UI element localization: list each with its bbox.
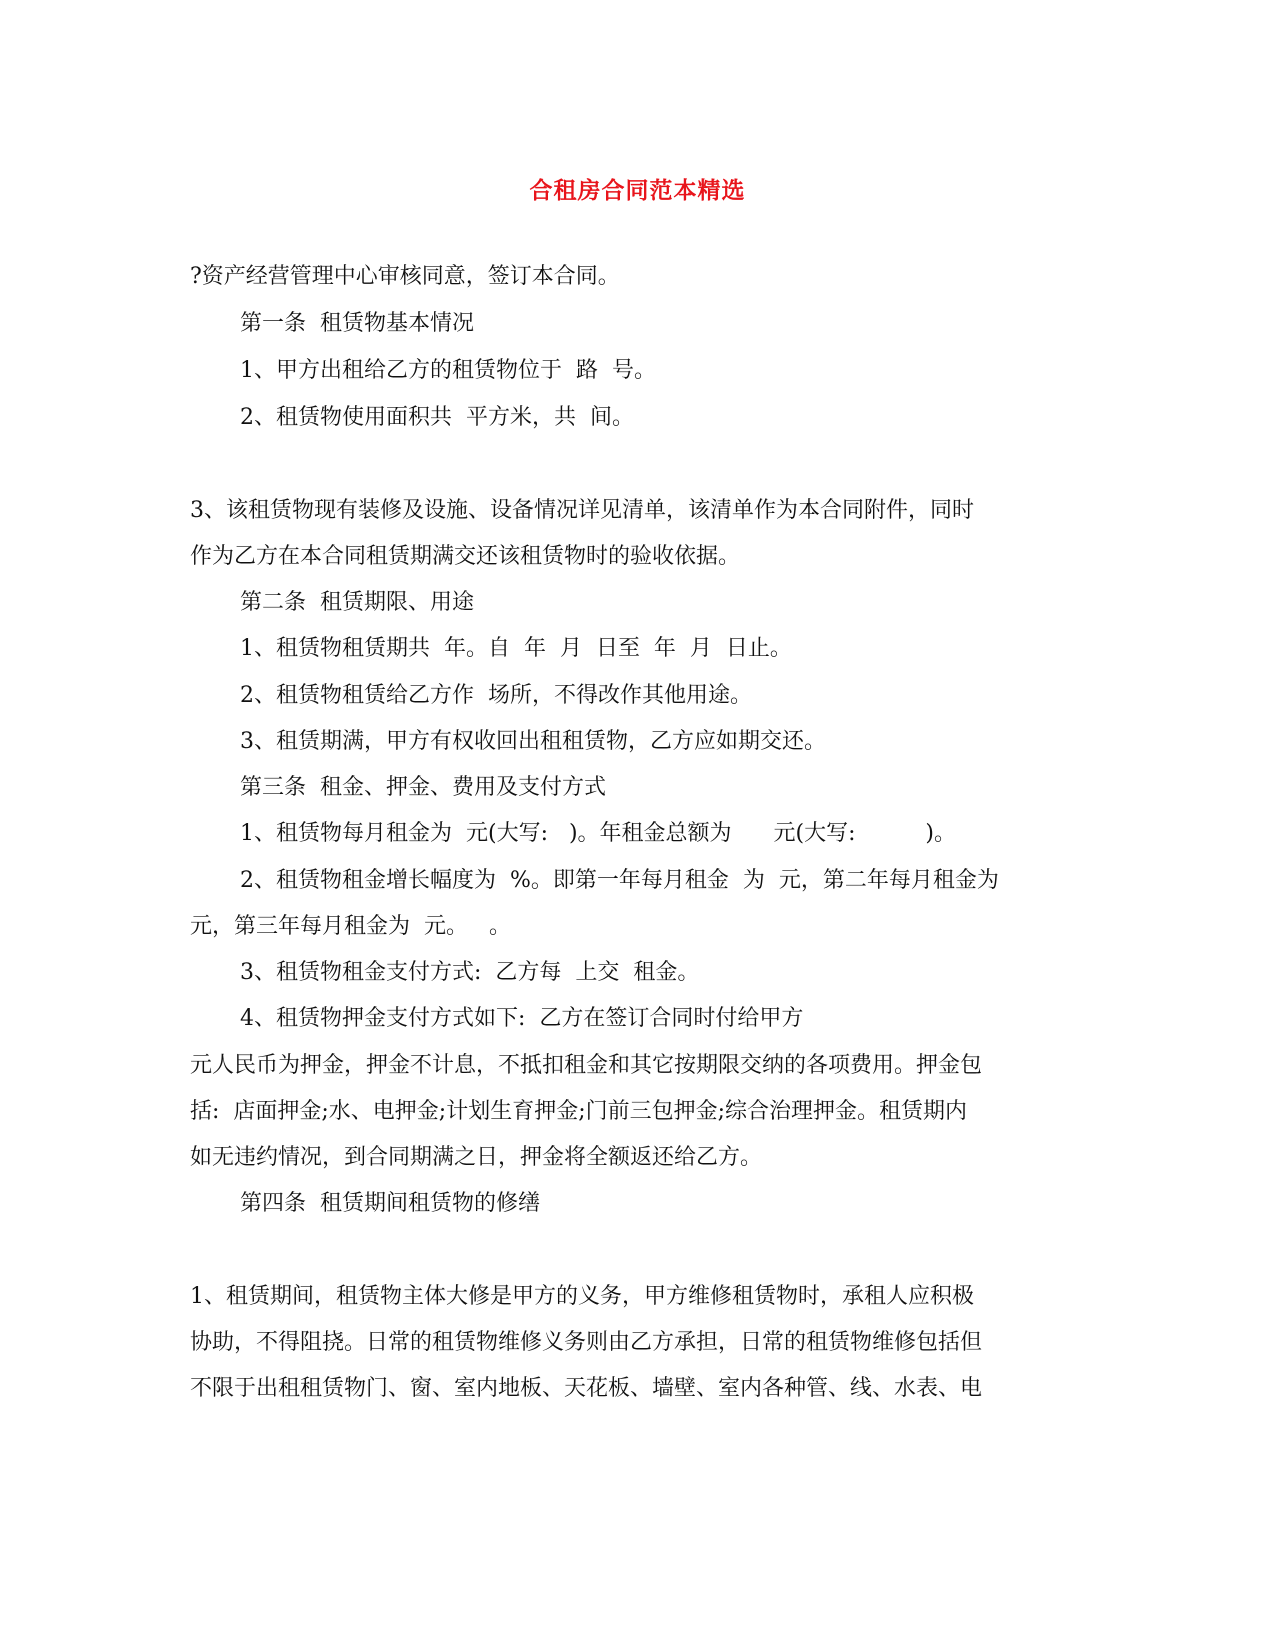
article-heading: 第四条 租赁期间租赁物的修缮	[240, 1191, 540, 1216]
article-heading: 第三条 租金、押金、费用及支付方式	[240, 775, 606, 800]
paragraph-line: 3、该租赁物现有装修及设施、设备情况详见清单，该清单作为本合同附件，同时	[190, 498, 974, 523]
paragraph-line: 1、甲方出租给乙方的租赁物位于 路 号。	[240, 358, 656, 383]
article-heading: 第二条 租赁期限、用途	[240, 590, 474, 615]
paragraph-line: 元人民币为押金，押金不计息，不抵扣租金和其它按期限交纳的各项费用。押金包	[190, 1053, 983, 1078]
paragraph-line: 作为乙方在本合同租赁期满交还该租赁物时的验收依据。	[190, 544, 741, 569]
paragraph-line: 2、租赁物使用面积共 平方米，共 间。	[240, 405, 634, 430]
paragraph-line: 3、租赁物租金支付方式: 乙方每 上交 租金。	[240, 960, 700, 985]
paragraph-line: 1、租赁物租赁期共 年。自 年 月 日至 年 月 日止。	[240, 636, 792, 661]
paragraph-line: 协助，不得阻挠。日常的租赁物维修义务则由乙方承担，日常的租赁物维修包括但	[190, 1330, 983, 1355]
paragraph-line: ?资产经营管理中心审核同意，签订本合同。	[190, 264, 620, 289]
paragraph-line: 元，第三年每月租金为 元。 。	[190, 914, 511, 939]
paragraph-line: 括: 店面押金;水、电押金;计划生育押金;门前三包押金;综合治理押金。租赁期内	[190, 1099, 968, 1124]
article-heading: 第一条 租赁物基本情况	[240, 311, 474, 336]
paragraph-line: 如无违约情况，到合同期满之日，押金将全额返还给乙方。	[190, 1145, 763, 1170]
paragraph-line: 4、租赁物押金支付方式如下: 乙方在签订合同时付给甲方	[240, 1006, 804, 1031]
paragraph-line: 1、租赁期间，租赁物主体大修是甲方的义务，甲方维修租赁物时，承租人应积极	[190, 1284, 974, 1309]
paragraph-line: 2、租赁物租金增长幅度为 %。即第一年每月租金 为 元，第二年每月租金为	[240, 868, 999, 893]
document-title: 合租房合同范本精选	[529, 178, 746, 204]
paragraph-line: 3、租赁期满，甲方有权收回出租租赁物，乙方应如期交还。	[240, 729, 826, 754]
paragraph-line: 2、租赁物租赁给乙方作 场所，不得改作其他用途。	[240, 683, 752, 708]
paragraph-line: 1、租赁物每月租金为 元(大写: )。年租金总额为 元(大写: )。	[240, 821, 957, 846]
paragraph-line: 不限于出租租赁物门、窗、室内地板、天花板、墙壁、室内各种管、线、水表、电	[190, 1376, 983, 1401]
